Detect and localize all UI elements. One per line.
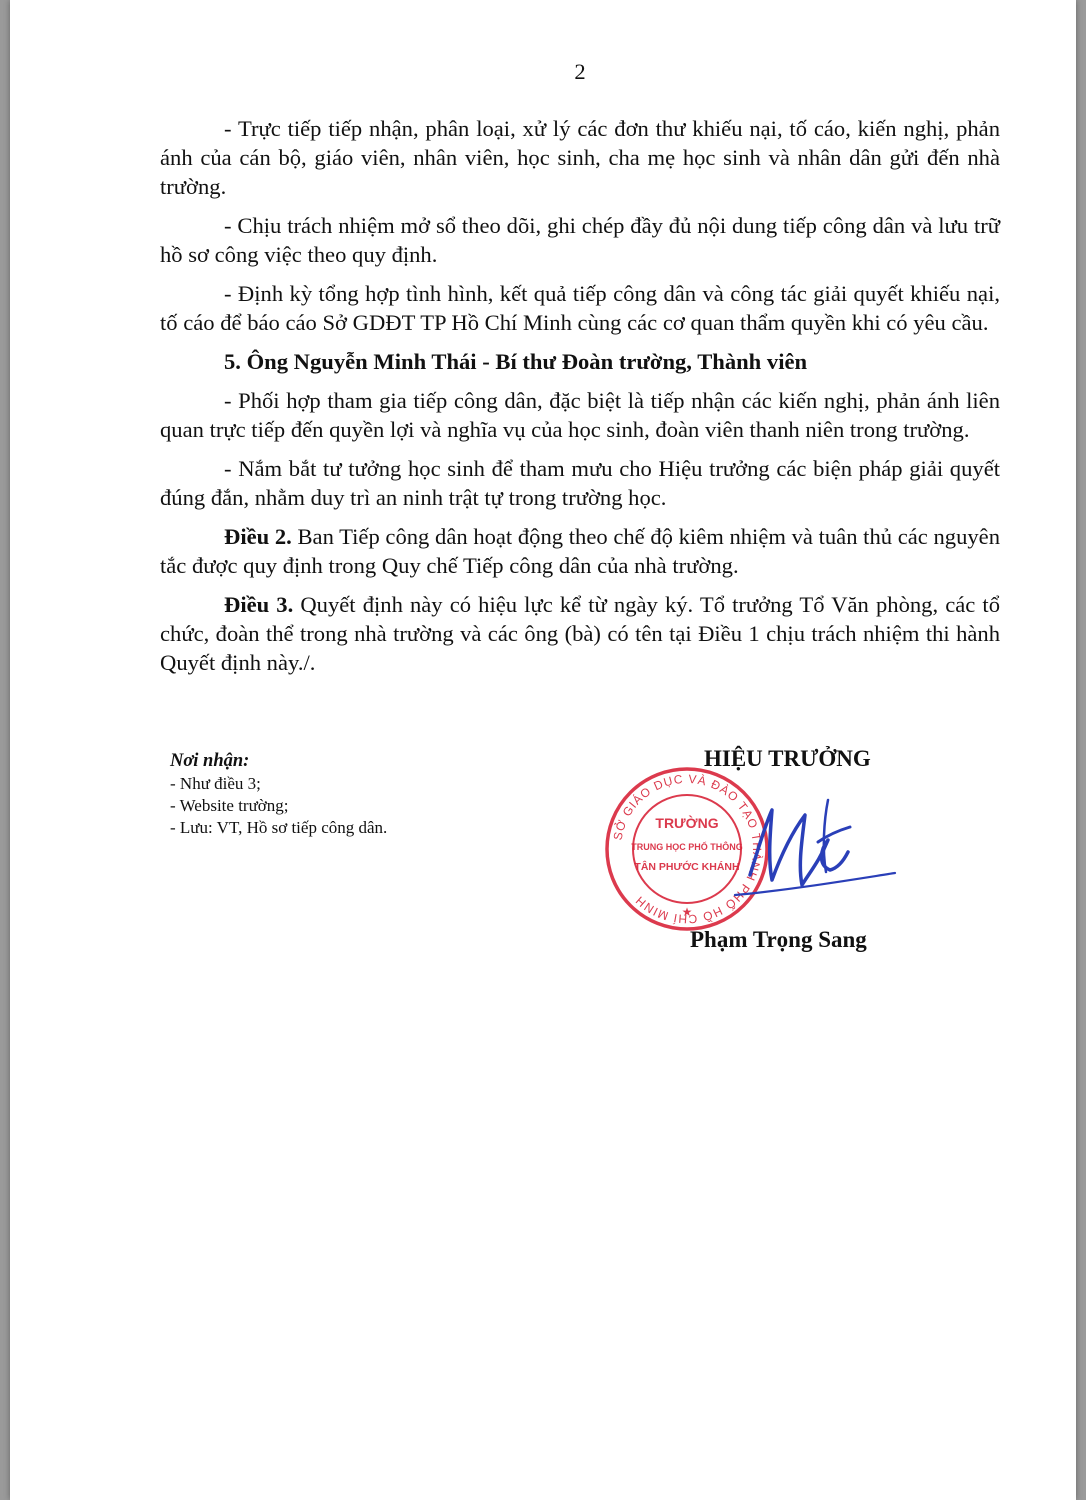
svg-text:★: ★ (681, 905, 693, 919)
paragraph: - Nắm bắt tư tưởng học sinh để tham mưu cho Hiệu trưởng các biện pháp giải quyết đúng đắn, nhằm duy trì an ninh trật tự trong trường học. (160, 456, 1000, 510)
recipient-item: - Lưu: VT, Hồ sơ tiếp công dân. (170, 818, 388, 837)
recipients-title: Nơi nhận: (170, 751, 250, 771)
recipient-item: - Website trường; (170, 796, 289, 815)
paragraph: - Phối hợp tham gia tiếp công dân, đặc biệt là tiếp nhận các kiến nghị, phản ánh liên quan trực tiếp đến quyền lợi và nghĩa vụ của học sinh, đoàn viên thanh niên trong trường. (160, 388, 1000, 442)
article-label: Điều 2. (224, 524, 292, 549)
signer-name: Phạm Trọng Sang (690, 927, 867, 952)
article-3 (160, 590, 1000, 677)
article-text: Ban Tiếp công dân hoạt động theo chế độ kiêm nhiệm và tuân thủ các nguyên tắc được quy định trong Quy chế Tiếp công dân của nhà trường. (160, 524, 1000, 578)
handwritten-signature (710, 780, 900, 920)
signer-title: HIỆU TRƯỞNG (704, 746, 871, 771)
seal-center-top: TRƯỜNG (655, 815, 719, 831)
seal-outer-text: SỞ GIÁO DỤC VÀ ĐÀO TẠO THÀNH PHỐ HỒ CHÍ MINH (610, 771, 765, 927)
paragraph: - Định kỳ tổng hợp tình hình, kết quả tiếp công dân và công tác giải quyết khiếu nại, tố cáo để báo cáo Sở GDĐT TP Hồ Chí Minh cùng các cơ quan thẩm quyền khi có yêu cầu. (160, 281, 1000, 335)
section-heading: 5. Ông Nguyễn Minh Thái - Bí thư Đoàn trường, Thành viên (224, 349, 808, 374)
article-2 (160, 522, 1000, 580)
recipients-block (170, 749, 387, 839)
article-text: Quyết định này có hiệu lực kể từ ngày ký. Tổ trưởng Tổ Văn phòng, các tổ chức, đoàn thể trong nhà trường và các ông (bà) có tên tại Điều 1 chịu trách nhiệm thi hành Quyết định này./. (160, 592, 1000, 675)
paragraph: - Chịu trách nhiệm mở sổ theo dõi, ghi chép đầy đủ nội dung tiếp công dân và lưu trữ hồ sơ công việc theo quy định. (160, 213, 1000, 267)
paragraph: - Trực tiếp tiếp nhận, phân loại, xử lý các đơn thư khiếu nại, tố cáo, kiến nghị, phản ánh của cán bộ, giáo viên, nhân viên, học sinh, cha mẹ học sinh và nhân dân gửi đến nhà trường. (160, 116, 1000, 199)
body-text (160, 114, 1000, 687)
seal-center-bottom: TÂN PHƯỚC KHÁNH (634, 861, 740, 873)
signature-block (580, 740, 940, 970)
seal-center-mid: TRUNG HỌC PHỔ THÔNG (631, 842, 743, 852)
recipient-item: - Như điều 3; (170, 774, 261, 793)
article-label: Điều 3. (224, 592, 294, 617)
recipients-list (170, 773, 387, 839)
document-page (10, 0, 1076, 1500)
page-number: 2 (574, 59, 586, 84)
